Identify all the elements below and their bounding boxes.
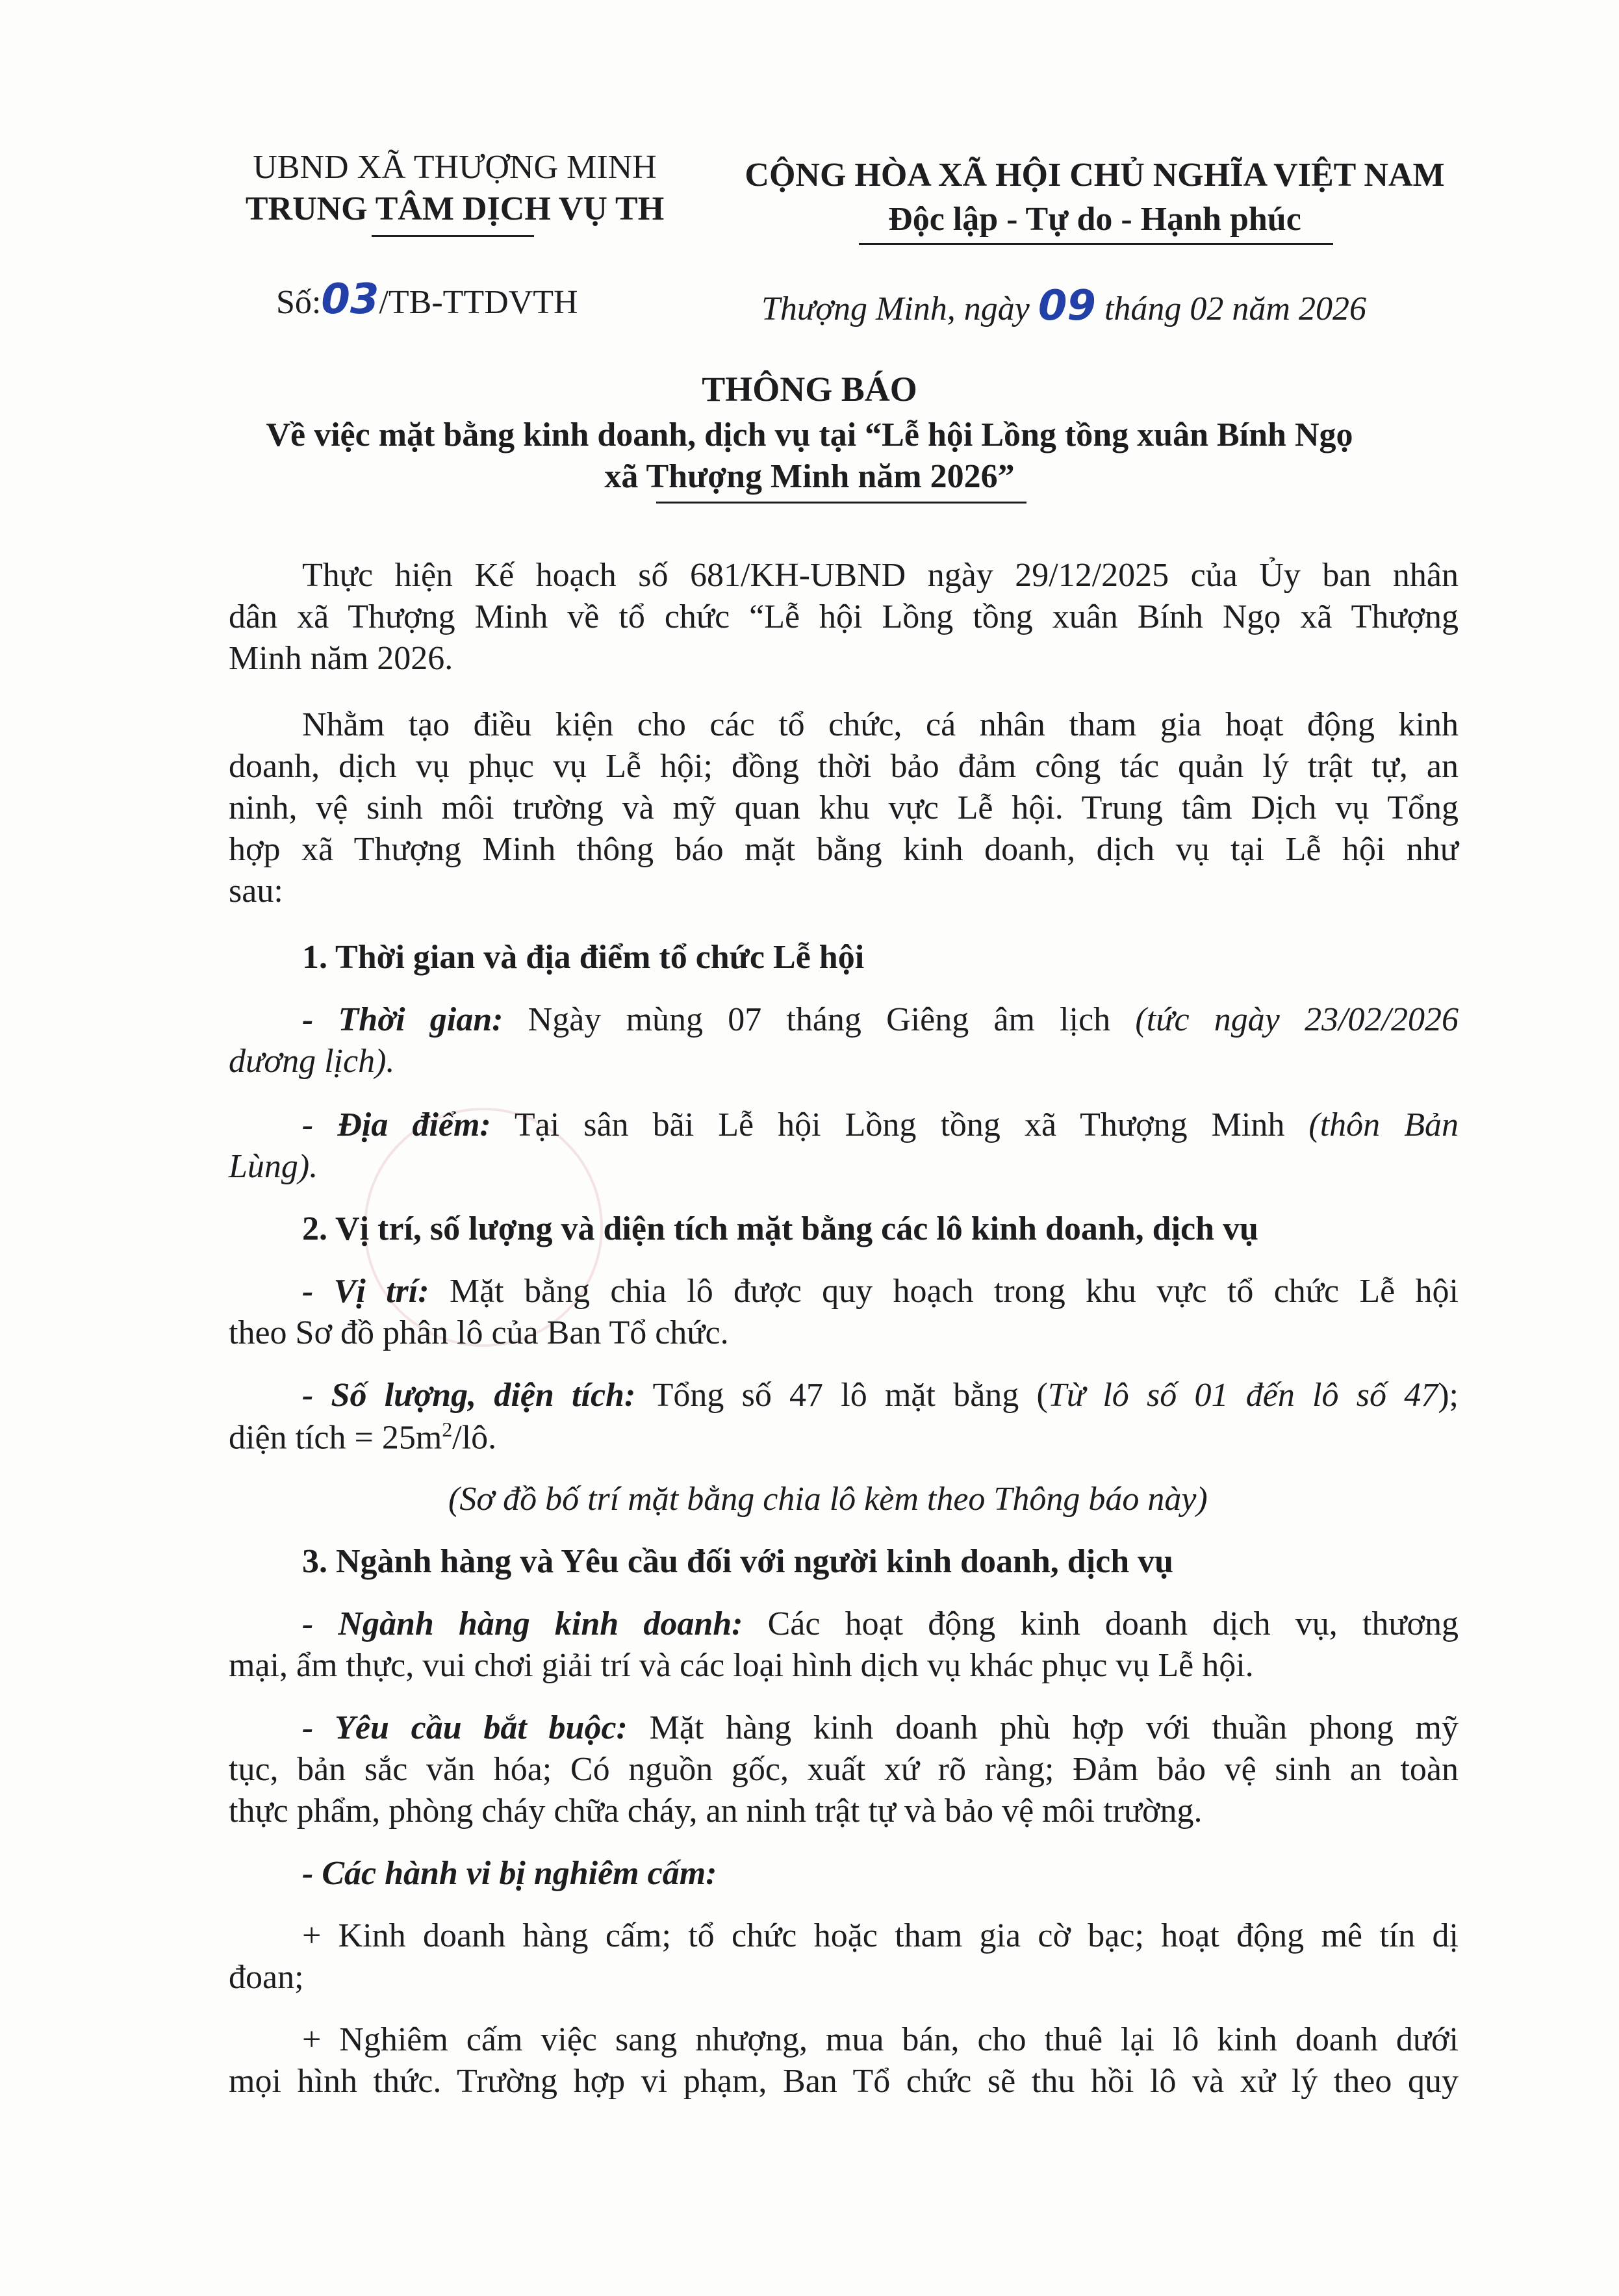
s2-area-post: /lô.	[452, 1419, 497, 1457]
s3-requirement-line-3: thực phẩm, phòng cháy chữa cháy, an ninh trật tự và bảo vệ môi trường.	[229, 1792, 1203, 1830]
section-1-heading: 1. Thời gian và địa điểm tổ chức Lễ hội	[302, 939, 865, 976]
p1-line-2: dân xã Thượng Minh về tổ chức “Lễ hội Lồng tồng xuân Bính Ngọ xã Thượng	[229, 598, 1459, 635]
s1-time-italic: (tức ngày 23/02/2026	[1135, 1001, 1459, 1038]
section-3-heading: 3. Ngành hàng và Yêu cầu đối với người kinh doanh, dịch vụ	[302, 1543, 1174, 1580]
p1-line-1: Thực hiện Kế hoạch số 681/KH-UBND ngày 29/12/2025 của Ủy ban nhân	[302, 557, 1459, 594]
notice-subject-line-2: xã Thượng Minh năm 2026”	[604, 458, 1015, 495]
date-suffix: tháng 02 năm 2026	[1104, 290, 1366, 327]
s2-quantity-text: Tổng số 47 lô mặt bằng (	[635, 1377, 1048, 1414]
p1-line-3: Minh năm 2026.	[229, 640, 453, 677]
p2-line-2: doanh, dịch vụ phục vụ Lễ hội; đồng thời bảo đảm công tác quản lý trật tự, an	[229, 748, 1459, 785]
s2-position-label: - Vị trí:	[302, 1273, 429, 1310]
s1-place-italic: (thôn Bản	[1308, 1106, 1459, 1143]
s2-diagram-note: (Sơ đồ bố trí mặt bằng chia lô kèm theo Thông báo này)	[448, 1481, 1208, 1518]
s1-time-line-2: dương lịch).	[229, 1043, 395, 1080]
p2-line-1: Nhằm tạo điều kiện cho các tổ chức, cá nhân tham gia hoạt động kinh	[302, 706, 1459, 743]
s3-sector-line-1	[302, 1605, 1459, 1643]
s3-sector-line-2: mại, ẩm thực, vui chơi giải trí và các loại hình dịch vụ khác phục vụ Lễ hội.	[229, 1647, 1254, 1684]
s1-place-line-2: Lùng).	[229, 1148, 318, 1185]
motto: Độc lập - Tự do - Hạnh phúc	[888, 201, 1301, 238]
subject-underline	[656, 502, 1026, 504]
s2-quantity-line-1	[302, 1376, 1459, 1414]
s3-banned-label: - Các hành vi bị nghiêm cấm:	[302, 1855, 717, 1892]
notice-subject-line-1: Về việc mặt bằng kinh doanh, dịch vụ tại “Lễ hội Lồng tồng xuân Bính Ngọ	[266, 416, 1353, 453]
s3-ban-1-line-1: + Kinh doanh hàng cấm; tổ chức hoặc tham gia cờ bạc; hoạt động mê tín dị	[302, 1917, 1459, 1954]
document-number	[276, 275, 578, 324]
s1-place-label: - Địa điểm:	[302, 1106, 491, 1143]
s1-time-label: - Thời gian:	[302, 1001, 504, 1038]
motto-underline	[859, 243, 1333, 245]
org-line-1: UBND XÃ THƯỢNG MINH	[253, 149, 657, 186]
date-day-handwritten: 09	[1038, 282, 1096, 330]
p2-line-4: hợp xã Thượng Minh thông báo mặt bằng kinh doanh, dịch vụ tại Lễ hội như	[229, 831, 1459, 868]
p2-line-3: ninh, vệ sinh môi trường và mỹ quan khu vực Lễ hội. Trung tâm Dịch vụ Tổng	[229, 789, 1459, 826]
s3-sector-text: Các hoạt động kinh doanh dịch vụ, thương	[743, 1605, 1459, 1642]
section-2-heading: 2. Vị trí, số lượng và diện tích mặt bằng các lô kinh doanh, dịch vụ	[302, 1210, 1258, 1247]
s2-area-sup: 2	[442, 1418, 453, 1441]
s3-ban-2-line-2: mọi hình thức. Trường hợp vi phạm, Ban Tổ chức sẽ thu hồi lô và xử lý theo quy	[229, 2063, 1459, 2100]
s3-requirement-label: - Yêu cầu bắt buộc:	[302, 1709, 628, 1746]
issue-date	[761, 282, 1366, 330]
s2-position-line-1	[302, 1272, 1459, 1310]
s3-ban-2-line-1: + Nghiêm cấm việc sang nhượng, mua bán, cho thuê lại lô kinh doanh dưới	[302, 2021, 1459, 2058]
s2-area-line	[229, 1418, 496, 1457]
notice-heading: THÔNG BÁO	[702, 370, 917, 409]
date-prefix: Thượng Minh, ngày	[761, 290, 1030, 327]
org-underline	[372, 235, 534, 237]
s2-quantity-end: );	[1438, 1377, 1459, 1414]
s1-time-line-1	[302, 1001, 1459, 1039]
doc-no-label: Số:	[276, 284, 322, 321]
country-name: CỘNG HÒA XÃ HỘI CHỦ NGHĨA VIỆT NAM	[745, 157, 1445, 194]
s1-time-text: Ngày mùng 07 tháng Giêng âm lịch	[503, 1001, 1136, 1038]
s1-place-text: Tại sân bãi Lễ hội Lồng tồng xã Thượng Minh	[491, 1106, 1309, 1143]
s2-position-line-2: theo Sơ đồ phân lô của Ban Tổ chức.	[229, 1314, 729, 1351]
s2-area-pre: diện tích = 25m	[229, 1419, 442, 1457]
doc-no-handwritten: 03	[321, 275, 379, 324]
org-line-2: TRUNG TÂM DỊCH VỤ TH	[245, 190, 665, 227]
p2-line-5: sau:	[229, 873, 283, 910]
doc-no-suffix: /TB-TTDVTH	[379, 284, 578, 321]
s1-place-line-1	[302, 1106, 1459, 1144]
s3-requirement-text: Mặt hàng kinh doanh phù hợp với thuần phong mỹ	[627, 1709, 1459, 1746]
s3-requirement-line-2: tục, bản sắc văn hóa; Có nguồn gốc, xuất xứ rõ ràng; Đảm bảo vệ sinh an toàn	[229, 1751, 1459, 1788]
s2-quantity-italic: Từ lô số 01 đến lô số 47	[1047, 1377, 1438, 1414]
s2-position-text: Mặt bằng chia lô được quy hoạch trong khu vực tổ chức Lễ hội	[429, 1273, 1459, 1310]
s3-ban-1-line-2: đoan;	[229, 1959, 304, 1996]
s2-quantity-label: - Số lượng, diện tích:	[302, 1377, 636, 1414]
s3-sector-label: - Ngành hàng kinh doanh:	[302, 1605, 743, 1642]
s3-requirement-line-1	[302, 1709, 1459, 1747]
